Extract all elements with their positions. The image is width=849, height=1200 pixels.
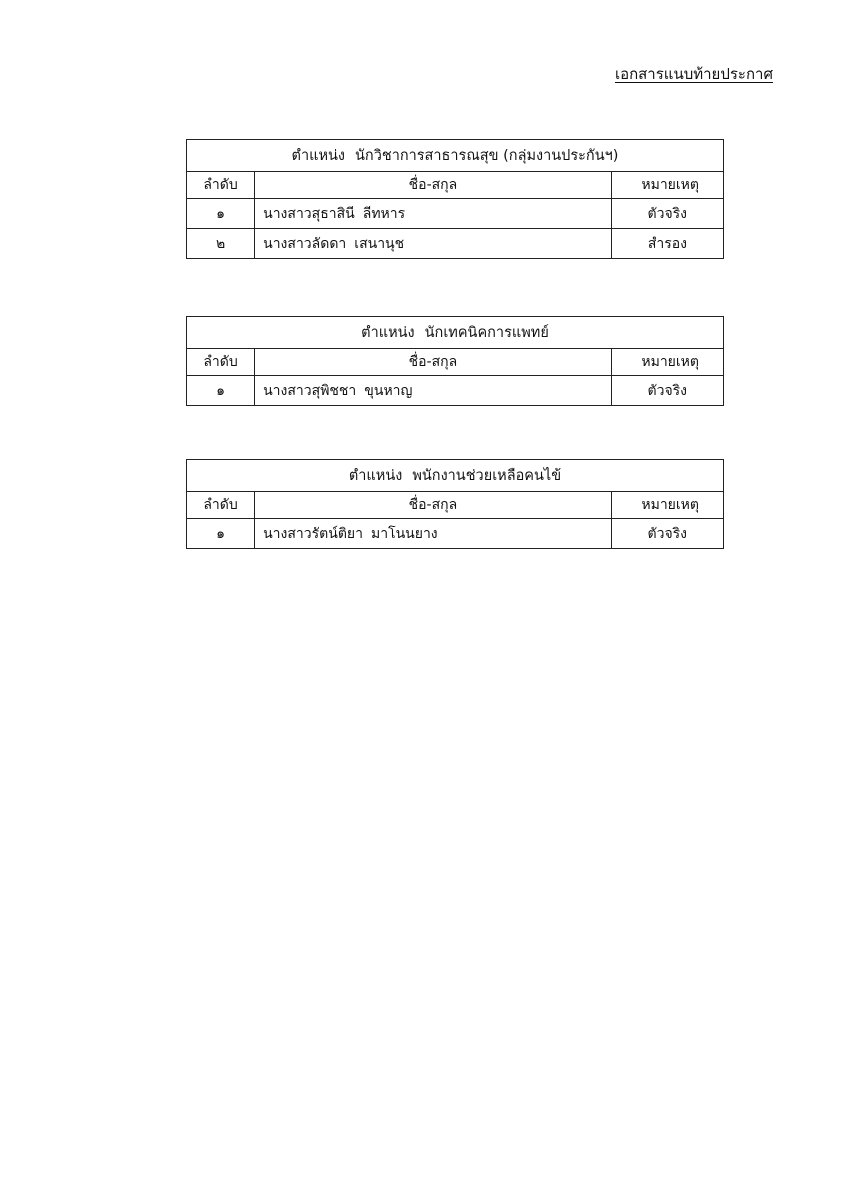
table-title-row [187, 140, 724, 172]
order-cell: ๑ [187, 199, 255, 229]
order-cell: ๒ [187, 229, 255, 259]
position-name: พนักงานช่วยเหลือคนไข้ [412, 468, 562, 484]
order-cell: ๑ [187, 519, 255, 549]
remark-cell: ตัวจริง [611, 376, 723, 406]
column-header-name: ชื่อ-สกุล [255, 349, 612, 376]
remark-cell: ตัวจริง [611, 199, 723, 229]
position-label: ตำแหน่ง [361, 325, 415, 341]
position-label: ตำแหน่ง [348, 468, 403, 484]
column-header-order: ลำดับ [187, 492, 255, 519]
table-header-row [187, 492, 724, 519]
last-name: เสนานุช [354, 235, 405, 252]
name-cell [255, 229, 612, 259]
first-name: นางสาวสุธาสินี [263, 205, 355, 222]
last-name: มาโนนยาง [370, 525, 438, 542]
name-cell [255, 376, 612, 406]
table-header-row [187, 172, 724, 199]
table-title-row [187, 317, 724, 349]
first-name: นางสาวสุพิชชา [263, 382, 357, 399]
document-header-label: เอกสารแนบท้ายประกาศ [614, 65, 773, 83]
position-title [187, 460, 724, 492]
position-table-patient-assistant [186, 459, 724, 549]
order-cell: ๑ [187, 376, 255, 406]
column-header-remark: หมายเหตุ [611, 349, 723, 376]
table-header-row [187, 349, 724, 376]
remark-cell: สำรอง [611, 229, 723, 259]
table-row [187, 519, 724, 549]
position-name: นักวิชาการสาธารณสุข (กลุ่มงานประกันฯ) [355, 148, 619, 164]
first-name: นางสาวรัตน์ติยา [263, 525, 363, 542]
last-name: ลีทหาร [362, 205, 406, 222]
column-header-name: ชื่อ-สกุล [255, 172, 612, 199]
position-title [187, 317, 724, 349]
first-name: นางสาวลัดดา [263, 235, 347, 252]
position-title [187, 140, 724, 172]
column-header-order: ลำดับ [187, 172, 255, 199]
remark-cell: ตัวจริง [611, 519, 723, 549]
column-header-remark: หมายเหตุ [611, 492, 723, 519]
column-header-name: ชื่อ-สกุล [255, 492, 612, 519]
table-row [187, 199, 724, 229]
name-cell [255, 199, 612, 229]
position-name: นักเทคนิคการแพทย์ [424, 325, 549, 341]
position-table-public-health [186, 139, 724, 259]
table-row [187, 229, 724, 259]
table-title-row [187, 460, 724, 492]
name-cell [255, 519, 612, 549]
position-table-medical-technologist [186, 316, 724, 406]
last-name: ขุนหาญ [364, 382, 413, 399]
table-row [187, 376, 724, 406]
column-header-remark: หมายเหตุ [611, 172, 723, 199]
column-header-order: ลำดับ [187, 349, 255, 376]
position-label: ตำแหน่ง [291, 148, 346, 164]
